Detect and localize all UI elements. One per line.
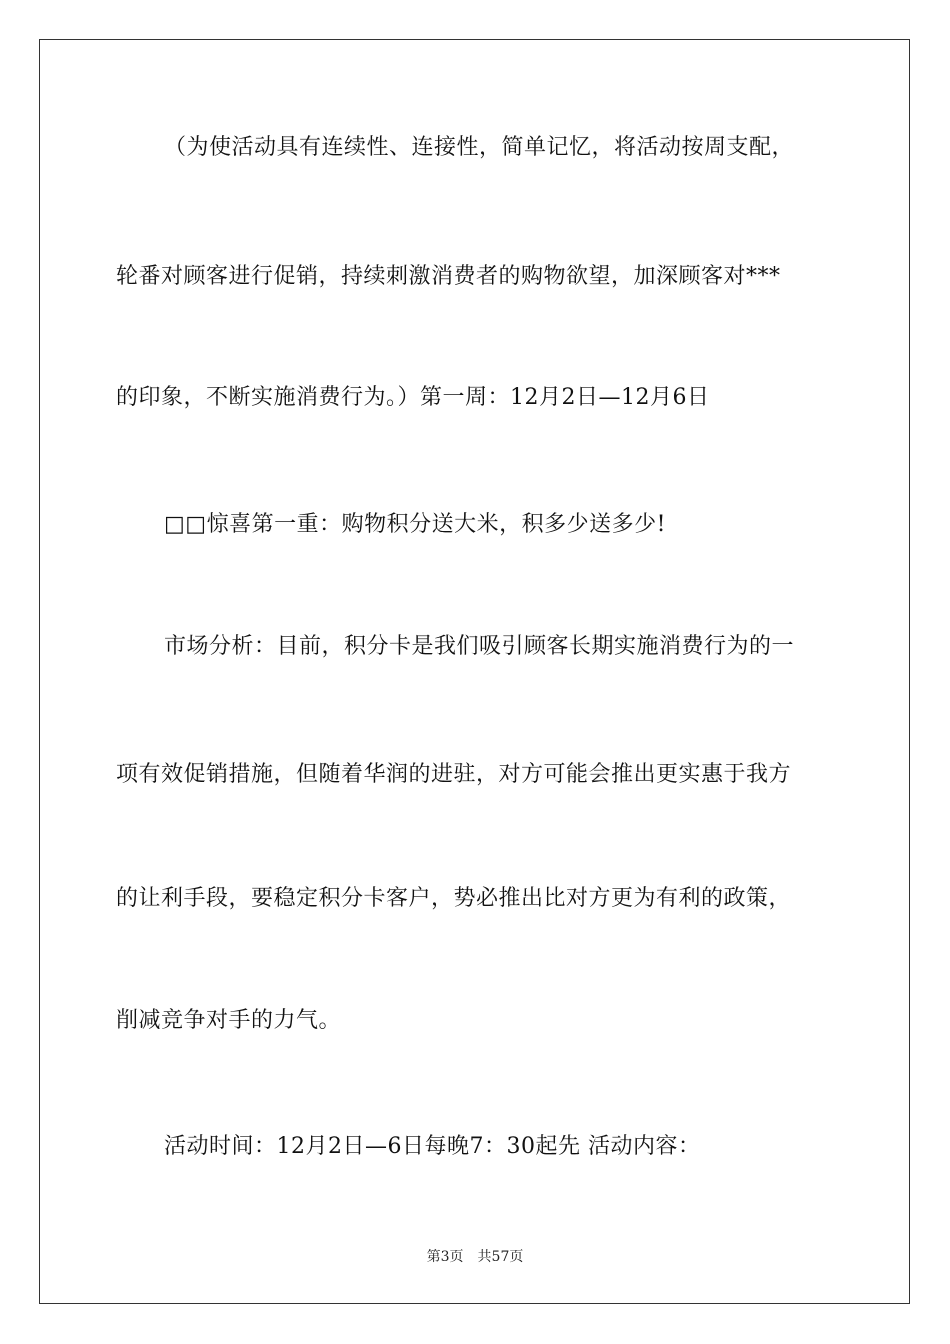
page-footer <box>0 1247 950 1267</box>
page-frame <box>39 39 910 1304</box>
paragraph-line-6: 项有效促销措施，但随着华润的进驻，对方可能会推出更实惠于我方 <box>116 762 792 787</box>
paragraph-line-7: 的让利手段，要稳定积分卡客户，势必推出比对方更为有利的政策， <box>116 886 792 911</box>
paragraph-line-9: 活动时间：12月2日—6日每晚7：30起先 活动内容： <box>164 1134 701 1159</box>
paragraph-line-4: □□惊喜第一重：购物积分送大米，积多少送多少! <box>164 512 666 537</box>
page-total: 共57页 <box>477 1249 524 1265</box>
paragraph-line-5: 市场分析：目前，积分卡是我们吸引顾客长期实施消费行为的一 <box>164 634 795 659</box>
paragraph-line-2: 轮番对顾客进行促销，持续刺激消费者的购物欲望，加深顾客对*** <box>116 264 781 289</box>
page-number: 第3页 <box>426 1249 464 1265</box>
paragraph-line-8: 削减竞争对手的力气。 <box>116 1008 342 1033</box>
paragraph-line-3: 的印象，不断实施消费行为。）第一周：12月2日—12月6日 <box>116 385 710 410</box>
paragraph-line-1: （为使活动具有连续性、连接性，简单记忆，将活动按周支配， <box>164 135 795 160</box>
